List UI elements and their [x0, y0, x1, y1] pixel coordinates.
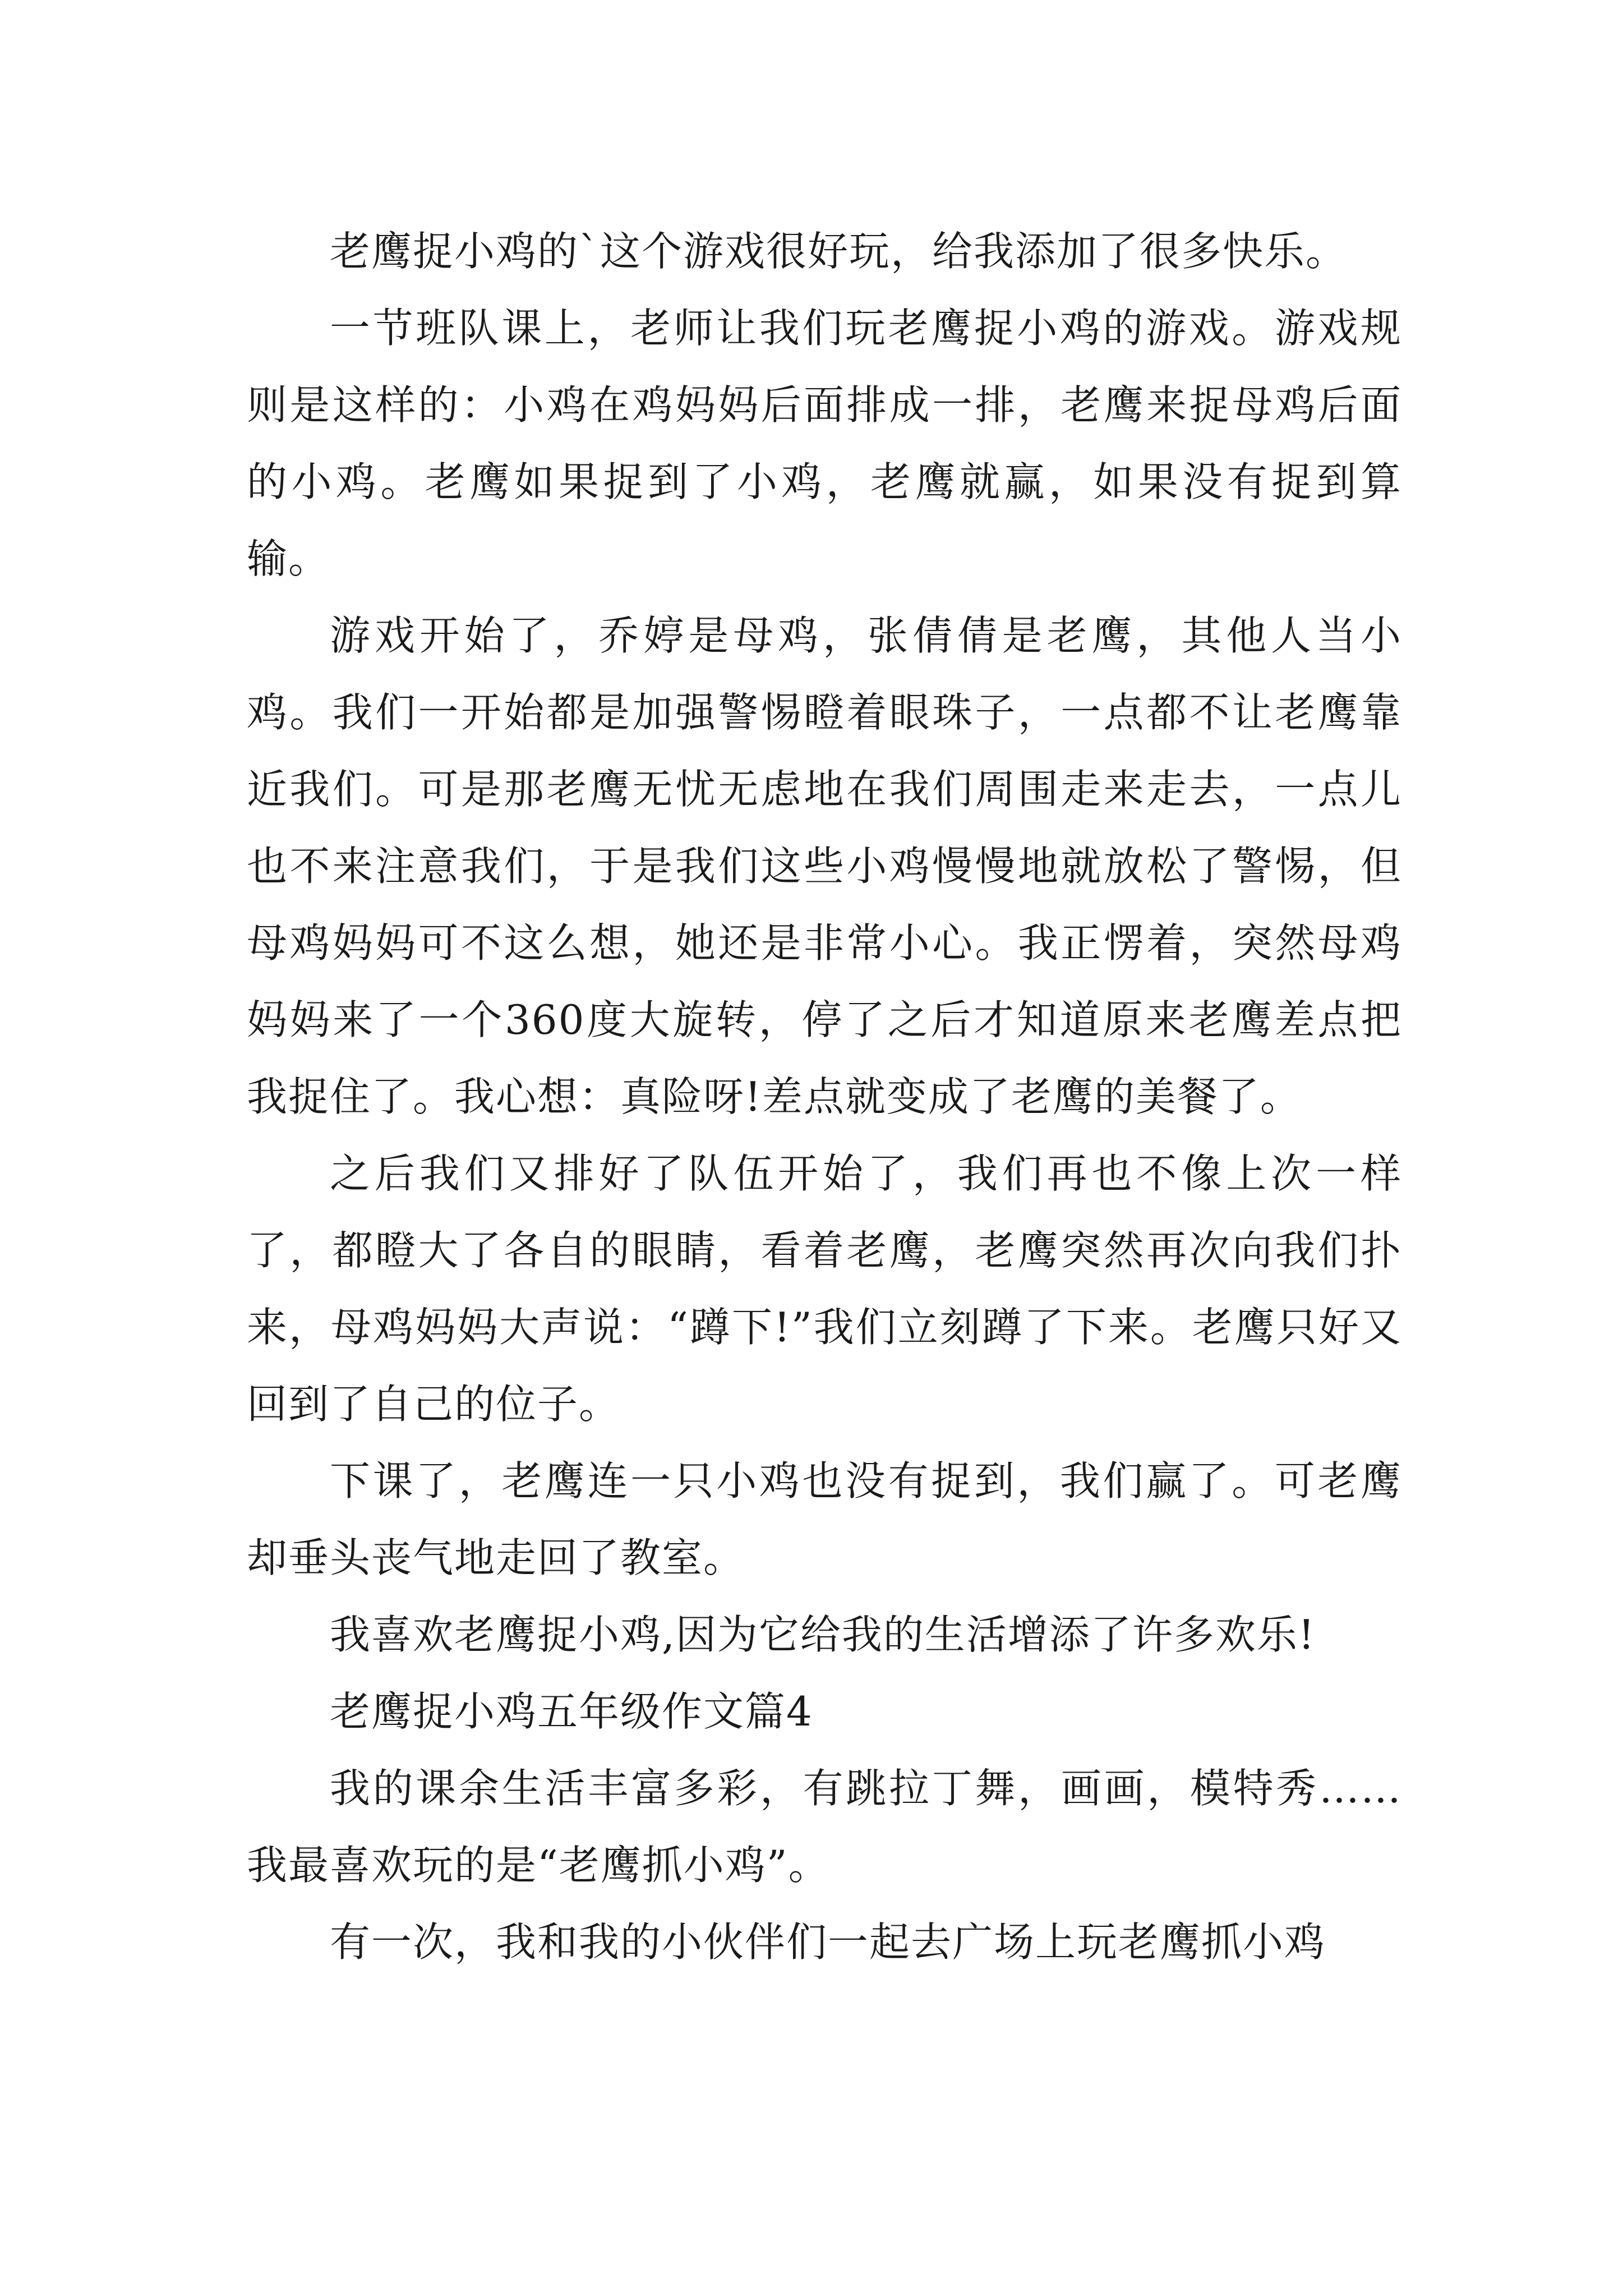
- section-heading: 老鹰捉小鸡五年级作文篇4: [330, 1688, 813, 1735]
- paragraph-class-over: 下课了，老鹰连一只小鸡也没有捉到，我们赢了。可老鹰却垂头丧气地走回了教室。: [247, 1457, 1402, 1581]
- paragraph-conclusion: 我喜欢老鹰捉小鸡,因为它给我的生活增添了许多欢乐!: [330, 1611, 1316, 1658]
- paragraph-intro: 老鹰捉小鸡的`这个游戏很好玩，给我添加了很多快乐。: [330, 228, 1348, 275]
- paragraph-game-start: 游戏开始了，乔婷是母鸡，张倩倩是老鹰，其他人当小鸡。我们一开始都是加强警惕瞪着眼珠子，一点都不让老鹰靠近我们。可是那老鹰无忧无虑地在我们周围走来走去，一点儿也不来注意我们，于是我们这些小鸡慢慢地就放松了警惕，但母鸡妈妈可不这么想，她还是非常小心。我正愣着，突然母鸡妈妈来了一个360度大旋转，停了之后才知道原来老鹰差点把我捉住了。我心想：真险呀!差点就变成了老鹰的美餐了。: [247, 612, 1402, 1120]
- essay-body: [247, 213, 1402, 1981]
- paragraph-rules: 一节班队课上，老师让我们玩老鹰捉小鸡的游戏。游戏规则是这样的：小鸡在鸡妈妈后面排成一排，老鹰来捉母鸡后面的小鸡。老鹰如果捉到了小鸡，老鹰就赢，如果没有捉到算输。: [247, 305, 1402, 582]
- paragraph-second-round: 之后我们又排好了队伍开始了，我们再也不像上次一样了，都瞪大了各自的眼睛，看着老鹰，老鹰突然再次向我们扑来，母鸡妈妈大声说：“蹲下!”我们立刻蹲了下来。老鹰只好又回到了自己的位子。: [247, 1150, 1402, 1428]
- paragraph-hobbies: 我的课余生活丰富多彩，有跳拉丁舞，画画，模特秀……我最喜欢玩的是“老鹰抓小鸡”。: [247, 1765, 1402, 1889]
- paragraph-once: 有一次，我和我的小伙伴们一起去广场上玩老鹰抓小鸡: [330, 1918, 1326, 1966]
